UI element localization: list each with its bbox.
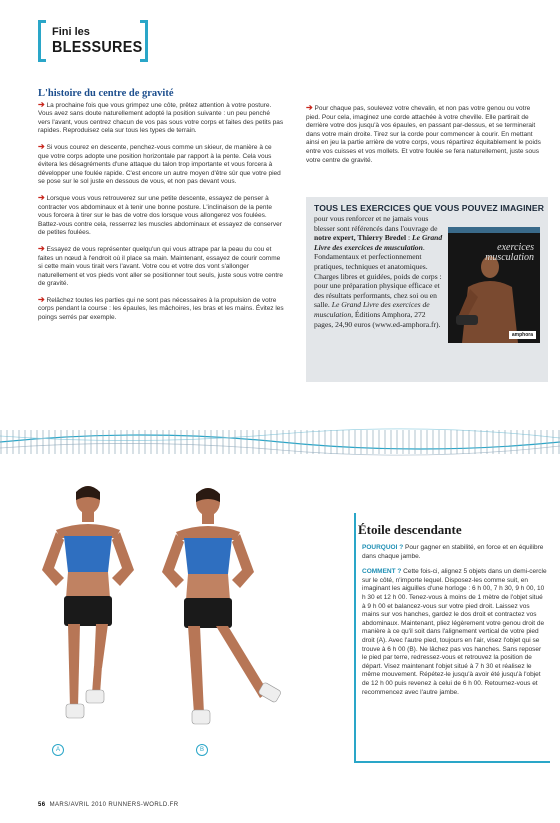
decorative-wave-band [0, 418, 560, 466]
section-rubric [38, 20, 148, 62]
paragraph-text: Relâchez toutes les parties qui ne sont pas nécessaires à la propulsion de votre corps pendant la course : les épaules, les mâchoires, les bras et les mains. Évitez les poings serrés par exemple. [38, 296, 284, 322]
arrow-icon: ➔ [306, 103, 313, 112]
paragraph [38, 101, 284, 136]
badge-b: B [196, 744, 208, 756]
badge-a: A [52, 744, 64, 756]
exercise-how [362, 568, 548, 697]
why-text: Pour gagner en stabilité, en force et en équilibre dans chaque jambe. [362, 544, 544, 560]
book-intro: pour vous renforcer et ne jamais vous blesser sont référencés dans l'ouvrage de [314, 214, 438, 233]
issue-info: MARS/AVRIL 2010 RUNNERS-WORLD.FR [49, 802, 179, 808]
book-title: Le Grand Livre des exercices de musculation [314, 233, 443, 252]
book-title-repeat: Le Grand Livre des exercices de musculation [314, 300, 430, 319]
book-title-separator: : [406, 233, 413, 243]
how-label: COMMENT ? [362, 568, 402, 576]
exercise-figure-a [28, 478, 148, 748]
book-author: Thierry Bredel [357, 233, 407, 243]
why-label: POURQUOI ? [362, 544, 404, 551]
page-footer [38, 802, 178, 808]
book-heading: TOUS LES EXERCICES QUE VOUS POUVEZ IMAGINER [314, 203, 545, 213]
rubric-line1: Fini les [52, 26, 90, 38]
book-desc: . Fondamentaux et perfectionnement pratiques, techniques et anatomiques. Charges libres et guidées, poids de corps : pour une préparation physique efficace et des résultats performants, chez soi ou en salle. [314, 242, 442, 310]
arrow-icon: ➔ [38, 141, 45, 151]
arrow-icon: ➔ [38, 192, 45, 202]
paragraph-text: Si vous courez en descente, penchez-vous comme un skieur, de manière à ce que votre corps adopte une position horizontale par rapport à la pente. Cela vous évitera les désagréments d'une attaque du talon trop importante et vous forcera à développer une foulée rapide. C'est encore un autre moyen d'être sûr que votre pied se pose sur le sol juste en dessous de vous, et non pas devant vous. [38, 143, 281, 186]
paragraph [306, 104, 546, 165]
bracket-left [38, 20, 46, 62]
paragraph-text: Lorsque vous vous retrouverez sur une petite descente, essayez de penser à contracter vos abdominaux et à tenir une bonne posture. L'inclinaison de la pente vous forcera à tirer sur le bas de votre dos lorsque vous allongerez vos foulées. Battez-vous contre cela, resserrez les muscles abdominaux et essayez de conserver de petites foulées. [38, 194, 282, 237]
paragraph-text: La prochaine fois que vous grimpez une côte, prêtez attention à votre posture. Vous avez sans doute naturellement adopté la position suivante : un peu penché vers l'avant, vous centrez chacun de vos pas sous votre corps et faites des petits pas rapides. Reproduisez cela sur tous les types de terrain. [38, 101, 284, 135]
paragraph-text: Pour chaque pas, soulevez votre chevalin, et non pas votre genou ou votre pied. Pour cela, imaginez une corde attachée à votre cheville. Elle partirait de derrière votre dos jusqu'à vos épaules, en passant par-dessus, et se terminerait dans votre main droite. Tirez sur la corde pour commencer à courir. En mettant ainsi en jeu la partie arrière de votre corps, vous répartirez équitablement le poids entre vos cuisses et vos mollets. Et votre foulée se fera naturellement, juste sous votre centre de gravité. [306, 105, 541, 164]
page-number: 56 [38, 802, 46, 808]
paragraph-text: Essayez de vous représenter quelqu'un qui vous attrape par la peau du cou et faites un nœud à l'endroit où il place sa main. Maintenant, essayez de courir comme si cette main vous tirait vers l'avant. Votre cou et votre dos vont s'allonger naturellement et vos pieds vont aller se positionner tout seuls, juste sous votre centre de gravité. [38, 245, 283, 288]
cover-brand: amphora [509, 331, 536, 339]
book-description [314, 214, 444, 329]
exercise-figure-b [148, 480, 298, 750]
arrow-icon: ➔ [38, 243, 45, 253]
how-text: Cette fois-ci, alignez 5 objets dans un demi-cercle sur le côté, n'importe lequel. Disposez-les comme suit, en imaginant les aiguilles d'une horloge : 6 h 00, 7 h 30, 9 h 00, 10 h 30 et 12 h 00. Tenez-vous à moins de 1 mètre de l'objet situé à 9 h 00 et balancez-vous sur votre pied droit. Laissez vos mains sur vos hanches, gardez le dos droit et contractez vos abdominaux. Maintenant, pliez légèrement votre genou droit de manière à ce qu'il soit dans l'alignement vertical de votre pied droit (A). Avec l'autre pied, toujours en l'air, visez l'objet qui se trouve à 6 h 00 (B). Ne lâchez pas vos hanches. Sans reposer le pied par terre, redressez-vous et retrouvez la position de départ. Visez maintenant l'objet situé à 7 h 30 et réalisez le même mouvement. Répétez-le jusqu'à avoir été jusqu'à l'objet de 12 h 00 puis revenez à celui de 6 h 00. Retournez-vous et recommencez avec l'autre jambe. [362, 568, 547, 696]
right-column [306, 104, 546, 172]
section-title: L'histoire du centre de gravité [38, 88, 174, 99]
book-cover-image [448, 227, 540, 343]
book-promo-box [306, 197, 548, 382]
book-expert-label: notre expert, [314, 233, 356, 243]
paragraph [38, 296, 284, 323]
book-publisher: , Éditions Amphora, 272 pages, 24,90 euros (www.ed-amphora.fr). [314, 309, 441, 329]
arrow-icon: ➔ [38, 294, 45, 304]
paragraph [38, 143, 284, 187]
exercise-title: Étoile descendante [358, 522, 462, 537]
paragraph [38, 194, 284, 238]
rubric-line2: BLESSURES [52, 39, 143, 56]
left-column [38, 90, 284, 330]
exercise-text [362, 544, 548, 704]
cover-title: exercices musculation [485, 242, 534, 263]
arrow-icon: ➔ [38, 99, 45, 109]
paragraph [38, 245, 284, 289]
exercise-why [362, 544, 548, 561]
